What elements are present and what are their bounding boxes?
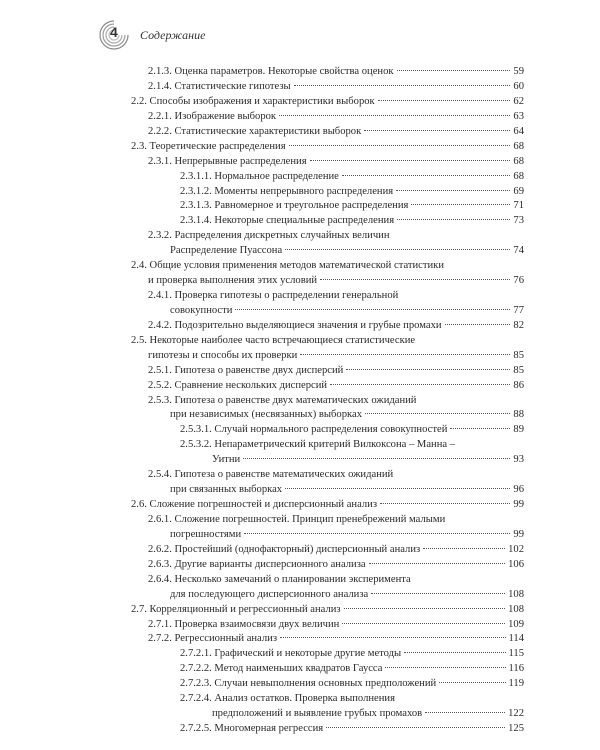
toc-entry-continuation: гипотезы и способы их проверки 85 <box>148 349 524 361</box>
toc-entry: 2.5.3. Гипотеза о равенстве двух математических ожиданий <box>148 394 417 406</box>
toc-entry: 2.5.3.1. Случай нормального распределения совокупностей 89 <box>180 424 524 436</box>
toc-entry: 2.4.1. Проверка гипотезы о распределении генеральной <box>148 290 399 301</box>
page-number: 4 <box>110 24 118 40</box>
toc-entry: 2.3.1.1. Нормальное распределение 68 <box>180 170 524 182</box>
toc-entry-continuation: Уитни 93 <box>212 454 524 466</box>
toc-entry: 2.3.1. Непрерывные распределения 68 <box>148 155 524 167</box>
toc-entry-continuation: погрешностями 99 <box>170 528 524 540</box>
toc-entry: 2.2. Способы изображения и характеристики выборок 62 <box>131 95 524 107</box>
toc-entry: 2.7.2.2. Метод наименьших квадратов Гаусса 116 <box>180 663 524 675</box>
toc-entry: 2.5.2. Сравнение нескольких дисперсий 86 <box>148 379 524 391</box>
toc-entry: 2.4.2. Подозрительно выделяющиеся значения и грубые промахи 82 <box>148 319 524 331</box>
toc-entry: 2.6.1. Сложение погрешностей. Принцип пренебрежений малыми <box>148 514 446 525</box>
toc-entry: 2.3.1.2. Моменты непрерывного распределения 69 <box>180 185 524 197</box>
toc-entry: 2.5.1. Гипотеза о равенстве двух дисперсий 85 <box>148 364 524 376</box>
toc-entry: 2.7.2.5. Многомерная регрессия 125 <box>180 723 524 734</box>
toc-entry: 2.4. Общие условия применения методов математической статистики <box>131 260 445 272</box>
toc-entry: 2.2.2. Статистические характеристики выборок 64 <box>148 125 524 137</box>
toc-entry: 2.6.3. Другие варианты дисперсионного анализа 106 <box>148 558 524 570</box>
toc-entry: 2.7.2.1. Графический и некоторые другие методы 115 <box>180 648 524 660</box>
toc-entry-continuation: при независимых (несвязанных) выборках 88 <box>170 409 524 421</box>
toc-entry-continuation: для последующего дисперсионного анализа 108 <box>170 588 524 600</box>
toc-entry: 2.3.1.4. Некоторые специальные распределения 73 <box>180 215 524 227</box>
toc-entry: 2.5.4. Гипотеза о равенстве математических ожиданий <box>148 469 394 481</box>
toc-entry: 2.7.2. Регрессионный анализ 114 <box>148 633 524 645</box>
toc-entry: 2.3. Теоретические распределения 68 <box>131 140 524 152</box>
toc-entry-continuation: совокупности 77 <box>170 304 524 316</box>
toc-entry: 2.2.1. Изображение выборок 63 <box>148 110 524 122</box>
toc-entry: 2.6. Сложение погрешностей и дисперсионный анализ 99 <box>131 499 524 510</box>
toc-entry: 2.7.2.4. Анализ остатков. Проверка выполнения <box>180 693 395 705</box>
toc-entry: 2.7.2.3. Случаи невыполнения основных предположений 119 <box>180 678 524 690</box>
toc-entry-continuation: и проверка выполнения этих условий 76 <box>148 275 524 286</box>
toc-entry: 2.7. Корреляционный и регрессионный анализ 108 <box>131 603 524 615</box>
toc-entry: 2.7.1. Проверка взаимосвязи двух величин 109 <box>148 618 524 630</box>
toc-entry-continuation: Распределение Пуассона 74 <box>170 245 524 257</box>
toc-entry: 2.5.3.2. Непараметрический критерий Вилкоксона – Манна – <box>180 439 456 451</box>
toc-entry: 2.3.2. Распределения дискретных случайных величин <box>148 230 390 242</box>
toc-entry-continuation: предположений и выявление грубых промахов 122 <box>212 708 524 720</box>
toc-entry: 2.3.1.3. Равномерное и треугольное распределения 71 <box>180 200 524 212</box>
toc-entry-continuation: при связанных выборках 96 <box>170 484 524 496</box>
toc-entry: 2.6.2. Простейший (однофакторный) дисперсионный анализ 102 <box>148 543 524 555</box>
toc-entry: 2.6.4. Несколько замечаний о планировании эксперимента <box>148 573 411 585</box>
toc-entry: 2.1.4. Статистические гипотезы 60 <box>148 80 524 92</box>
toc-entry: 2.5. Некоторые наиболее часто встречающиеся статистические <box>131 334 416 346</box>
section-title: Содержание <box>140 28 206 42</box>
toc-entry: 2.1.3. Оценка параметров. Некоторые свойства оценок 59 <box>148 66 524 77</box>
